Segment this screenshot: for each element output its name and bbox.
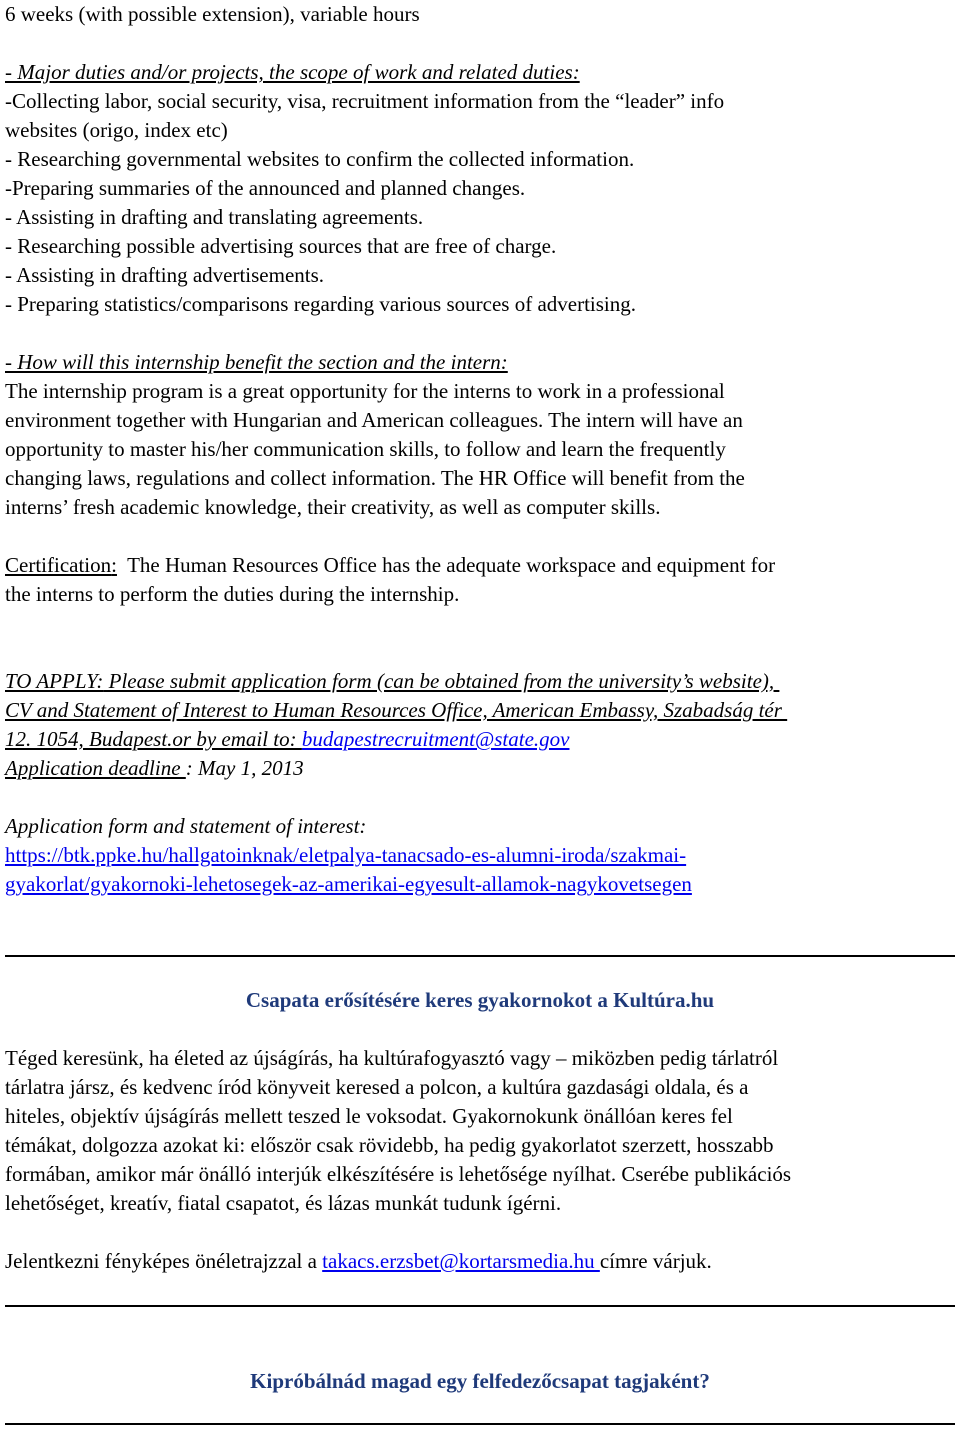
kultura-line: Téged keresünk, ha életed az újságírás, ha kultúrafogyasztó vagy – miközben pedig tárlatról xyxy=(5,1046,779,1070)
apply-address-text: 12. 1054, Budapest.or by email to: xyxy=(5,727,302,751)
section-divider xyxy=(5,955,955,957)
apply-text: Please submit application form (can be obtained from the university’s website), xyxy=(103,669,780,693)
form-url-link[interactable]: https://btk.ppke.hu/hallgatoinknak/eletpalya-tanacsado-es-alumni-iroda/szakmai- xyxy=(5,843,687,867)
section-divider-2 xyxy=(5,1305,955,1307)
kultura-line: formában, amikor már önálló interjúk elkészítésére is lehetősége nyílhat. Cserébe publikációs xyxy=(5,1162,792,1186)
benefit-heading: - How will this internship benefit the section and the intern: xyxy=(5,350,508,374)
duties-heading: - Major duties and/or projects, the scope of work and related duties: xyxy=(5,60,580,84)
apply-email-link[interactable]: budapestrecruitment@state.gov xyxy=(301,727,570,751)
kultura-line: témákat, dolgozza azokat ki: először csak rövidebb, ha pedig gyakorlatot szerzett, hosszabb xyxy=(5,1133,774,1157)
kultura-apply-suffix: címre várjuk. xyxy=(599,1249,712,1273)
kultura-title: Csapata erősítésére keres gyakornokot a Kultúra.hu xyxy=(245,988,715,1012)
certification-line xyxy=(5,551,955,580)
duty-line: - Preparing statistics/comparisons regarding various sources of advertising. xyxy=(5,292,637,316)
benefit-line: opportunity to master his/her communication skills, to follow and learn the frequently xyxy=(5,437,726,461)
apply-line-2: CV and Statement of Interest to Human Resources Office, American Embassy, Szabadság tér xyxy=(5,698,788,722)
benefit-line: interns’ fresh academic knowledge, their creativity, as well as computer skills. xyxy=(5,495,661,519)
benefit-line: The internship program is a great opportunity for the interns to work in a professional xyxy=(5,379,725,403)
form-label: Application form and statement of interest: xyxy=(5,814,367,838)
duty-line: websites (origo, index etc) xyxy=(5,118,228,142)
apply-label: TO APPLY: xyxy=(5,669,104,693)
form-url-link-1[interactable] xyxy=(5,841,955,870)
certification-text: The Human Resources Office has the adequate workspace and equipment for xyxy=(116,553,776,577)
duty-line: - Researching governmental websites to confirm the collected information. xyxy=(5,147,635,171)
kultura-email-link[interactable]: takacs.erzsbet@kortarsmedia.hu xyxy=(322,1249,600,1273)
kultura-apply-line xyxy=(5,1247,955,1276)
certification-text-2: the interns to perform the duties during the internship. xyxy=(5,582,460,606)
apply-line-3 xyxy=(5,725,955,754)
duty-line: - Assisting in drafting advertisements. xyxy=(5,263,325,287)
deadline-label: Application deadline xyxy=(5,756,186,780)
deadline-value: : May 1, 2013 xyxy=(185,756,304,780)
duration-text: 6 weeks (with possible extension), variable hours xyxy=(5,2,420,26)
kultura-apply-text: Jelentkezni fényképes önéletrajzzal a xyxy=(5,1249,323,1273)
benefit-line: environment together with Hungarian and American colleagues. The intern will have an xyxy=(5,408,743,432)
apply-line-1 xyxy=(5,667,955,696)
next-section-title: Kipróbálnád magad egy felfedezőcsapat tagjaként? xyxy=(250,1369,710,1393)
form-url-link-2[interactable] xyxy=(5,870,955,899)
certification-label: Certification xyxy=(5,553,112,577)
duty-line: - Assisting in drafting and translating agreements. xyxy=(5,205,424,229)
form-url-link-continued[interactable]: gyakorlat/gyakornoki-lehetosegek-az-amerikai-egyesult-allamok-nagykovetsegen xyxy=(5,872,692,896)
kultura-line: lehetőséget, kreatív, fiatal csapatot, és lázas munkát tudunk ígérni. xyxy=(5,1191,562,1215)
duty-line: - Researching possible advertising sources that are free of charge. xyxy=(5,234,557,258)
kultura-body xyxy=(5,1044,955,1276)
document-page xyxy=(5,0,955,899)
duty-line: -Collecting labor, social security, visa, recruitment information from the “leader” info xyxy=(5,89,725,113)
section-divider-3 xyxy=(5,1423,955,1425)
deadline-line xyxy=(5,754,955,783)
kultura-line: hiteles, objektív újságírás mellett teszed le voksodat. Gyakornokunk önállóan keres fel xyxy=(5,1104,733,1128)
kultura-line: tárlatra jársz, és kedvenc íród könyveit keresed a polcon, a kultúra gazdasági oldala, és a xyxy=(5,1075,749,1099)
benefit-line: changing laws, regulations and collect information. The HR Office will benefit from the xyxy=(5,466,745,490)
certification-colon: : xyxy=(111,553,117,577)
duty-line: -Preparing summaries of the announced and planned changes. xyxy=(5,176,526,200)
